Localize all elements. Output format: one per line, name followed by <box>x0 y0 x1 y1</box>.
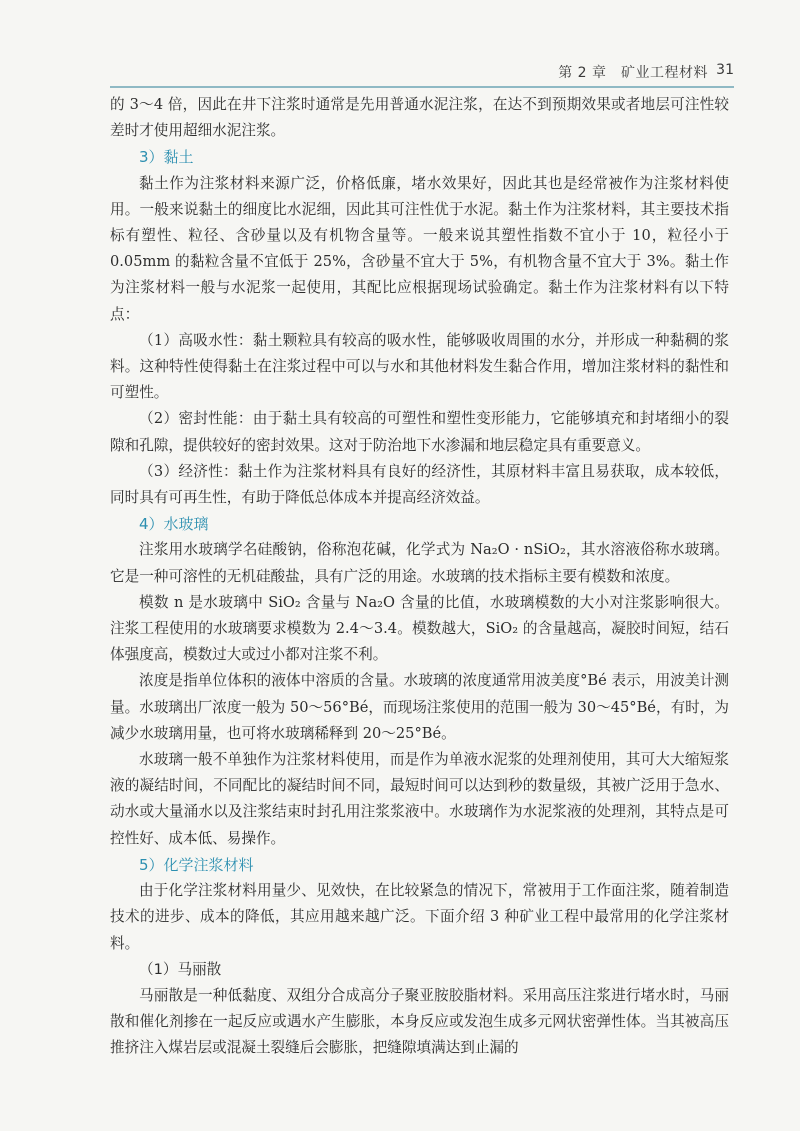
subheading-marithan: （1）马丽散 <box>139 960 222 978</box>
paragraph: 浓度是指单位体积的液体中溶质的含量。水玻璃的浓度通常用波美度°Bé 表示，用波美计测量。水玻璃出厂浓度一般为 50～56°Bé，而现场注浆使用的范围一般为 30～45°Bé，有时，为减少水玻璃用量，也可将水玻璃稀释到 20～25°Bé。 <box>110 672 729 742</box>
paragraph: 黏土作为注浆材料来源广泛，价格低廉，堵水效果好，因此其也是经常被作为注浆材料使用。一般来说黏土的细度比水泥细，因此其可注性优于水泥。黏土作为注浆材料，其主要技术指标有塑性、粒径、含砂量以及有机物含量等。一般来说其塑性指数不宜小于 10，粒径小于 0.05mm 的黏粒含量不宜低于 25%，含砂量不宜大于 5%，有机物含量不宜大于 3%。黏土作为注浆材料一般与水泥浆一起使用，其配比应根据现场试验确定。黏土作为注浆材料有以下特点： <box>110 174 729 323</box>
body-text <box>110 92 729 1062</box>
paragraph: （3）经济性：黏土作为注浆材料具有良好的经济性，其原材料丰富且易获取，成本较低，同时具有可再生性，有助于降低总体成本并提高经济效益。 <box>110 462 729 507</box>
paragraph: 注浆用水玻璃学名硅酸钠，俗称泡花碱，化学式为 Na₂O · nSiO₂，其水溶液俗称水玻璃。它是一种可溶性的无机硅酸盐，具有广泛的用途。水玻璃的技术指标主要有模数和浓度。 <box>110 541 729 585</box>
section-heading-chemical: 5）化学注浆材料 <box>139 855 254 874</box>
page-header <box>0 62 800 88</box>
paragraph: 模数 n 是水玻璃中 SiO₂ 含量与 Na₂O 含量的比值，水玻璃模数的大小对注浆影响很大。注浆工程使用的水玻璃要求模数为 2.4～3.4。模数越大，SiO₂ 的含量越高，凝胶时间短，结石体强度高，模数过大或过小都对注浆不利。 <box>110 593 729 664</box>
paragraph: 的 3～4 倍，因此在井下注浆时通常是先用普通水泥注浆，在达不到预期效果或者地层可注性较差时才使用超细水泥注浆。 <box>110 96 729 140</box>
header-rule <box>110 86 734 88</box>
paragraph: 由于化学注浆材料用量少、见效快，在比较紧急的情况下，常被用于工作面注浆，随着制造技术的进步、成本的降低，其应用越来越广泛。下面介绍 3 种矿业工程中最常用的化学注浆材料。 <box>110 882 729 952</box>
paragraph: （1）高吸水性：黏土颗粒具有较高的吸水性，能够吸收周围的水分，并形成一种黏稠的浆料。这种特性使得黏土在注浆过程中可以与水和其他材料发生黏合作用，增加注浆材料的黏性和可塑性。 <box>110 331 729 402</box>
paragraph: 马丽散是一种低黏度、双组分合成高分子聚亚胺胶脂材料。采用高压注浆进行堵水时，马丽散和催化剂掺在一起反应或遇水产生膨胀，本身反应或发泡生成多元网状密弹性体。当其被高压推挤注入煤岩层或混凝土裂缝后会膨胀，把缝隙填满达到止漏的 <box>110 986 729 1057</box>
section-heading-clay: 3）黏土 <box>139 148 194 167</box>
section-heading-water-glass: 4）水玻璃 <box>139 515 209 534</box>
paragraph: （2）密封性能：由于黏土具有较高的可塑性和塑性变形能力，它能够填充和封堵细小的裂隙和孔隙，提供较好的密封效果。这对于防治地下水渗漏和地层稳定具有重要意义。 <box>110 410 729 454</box>
page-number: 31 <box>716 62 734 78</box>
paragraph: 水玻璃一般不单独作为注浆材料使用，而是作为单液水泥浆的处理剂使用，其可大大缩短浆液的凝结时间，不同配比的凝结时间不同，最短时间可以达到秒的数量级，其被广泛用于急水、动水或大量涌水以及注浆结束时封孔用注浆浆液中。水玻璃作为水泥浆液的处理剂，其特点是可控性好、成本低、易操作。 <box>110 751 729 847</box>
chapter-title: 第 2 章 矿业工程材料 <box>558 65 708 81</box>
